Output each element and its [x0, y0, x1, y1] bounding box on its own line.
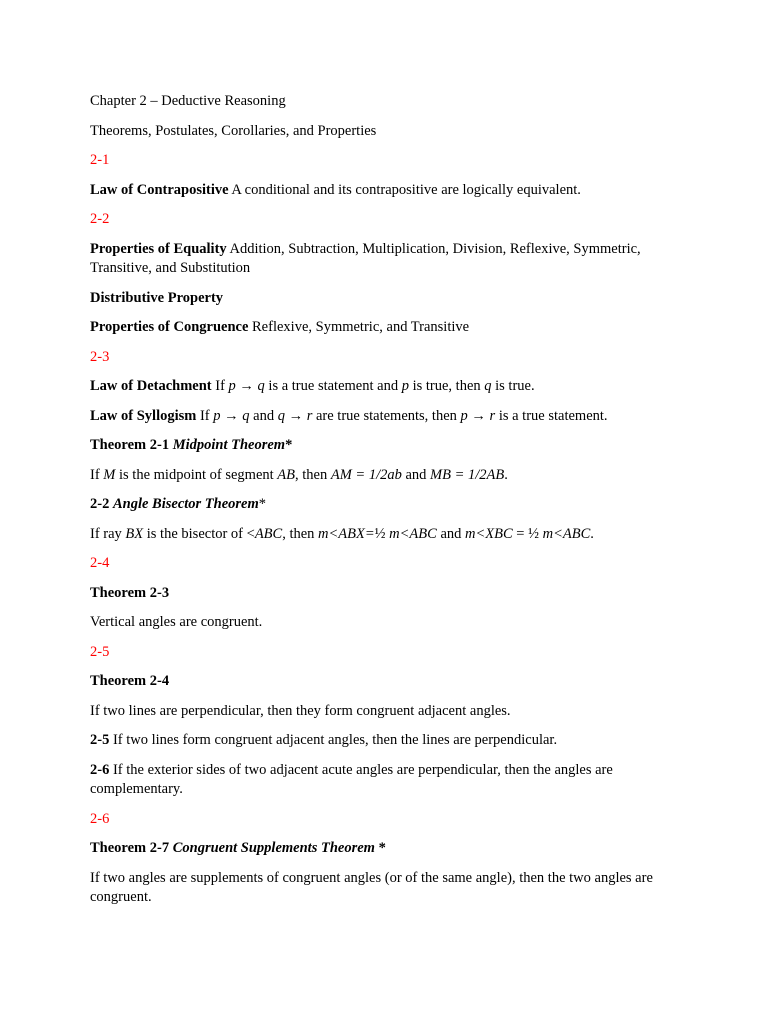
var: AB — [277, 466, 296, 483]
text: → — [235, 378, 258, 394]
fraction: ½ — [374, 525, 386, 542]
text: . — [504, 466, 508, 483]
statement: If the exterior sides of two adjacent acute angles are perpendicular, then the angles are complementary. — [90, 761, 613, 797]
var: q — [277, 407, 285, 424]
term: Law of Syllogism — [90, 407, 197, 424]
text: is the bisector of < — [143, 525, 255, 542]
text: . — [590, 525, 594, 542]
text: → — [467, 407, 490, 424]
expr: m<XBC — [465, 525, 513, 542]
expr: AM = 1/2ab — [330, 466, 402, 483]
var: BX — [125, 525, 144, 542]
law-of-detachment — [90, 377, 690, 397]
text: is the midpoint of segment — [115, 466, 278, 483]
distributive-property: Distributive Property — [90, 289, 224, 306]
theorem-2-4-heading: Theorem 2-4 — [90, 673, 170, 689]
law-of-contrapositive — [90, 181, 690, 201]
var: p — [401, 378, 409, 394]
theorem-2-2-heading — [90, 495, 690, 515]
properties-of-equality — [90, 240, 690, 279]
definition: Addition, Subtraction, Multiplication, Division, Reflexive, Symmetric, Transitive, and Substitution — [90, 240, 641, 276]
theorem-name: Congruent Supplements Theorem — [172, 840, 375, 856]
text: and — [436, 525, 466, 542]
theorem-2-1-heading — [90, 436, 690, 456]
text: If — [90, 466, 104, 483]
theorem-label: 2-6 — [90, 761, 110, 778]
text: , then — [282, 525, 319, 542]
theorem-2-6 — [90, 761, 690, 800]
section-heading-2-3: 2-3 — [90, 348, 110, 365]
theorem-2-2-statement — [90, 525, 690, 545]
theorem-2-4-statement: If two lines are perpendicular, then they form congruent adjacent angles. — [90, 702, 511, 719]
term: Properties of Congruence — [90, 319, 249, 335]
text: is a true statement and — [264, 378, 402, 394]
text: and — [401, 466, 431, 483]
text: and — [249, 407, 278, 424]
text: → — [284, 407, 307, 424]
var: q — [484, 378, 492, 394]
theorem-2-3-heading: Theorem 2-3 — [90, 584, 170, 601]
term: Properties of Equality — [90, 240, 227, 257]
text: , then — [295, 466, 331, 483]
var: r — [489, 407, 496, 424]
term: Law of Detachment — [90, 378, 212, 394]
term: Law of Contrapositive — [90, 181, 229, 198]
theorem-2-7-heading — [90, 839, 690, 859]
var: r — [306, 407, 313, 424]
document-page — [90, 92, 690, 908]
text: If — [211, 378, 229, 394]
star: * — [374, 840, 386, 856]
expr: m<ABX= — [318, 525, 375, 542]
theorem-2-5 — [90, 731, 690, 751]
section-heading-2-6: 2-6 — [90, 810, 110, 827]
law-of-syllogism — [90, 407, 690, 427]
definition: A conditional and its contrapositive are logically equivalent. — [228, 181, 581, 198]
theorem-label: 2-2 — [90, 496, 113, 512]
text: → — [220, 407, 243, 424]
theorem-label: Theorem 2-7 — [90, 840, 173, 856]
text: is true. — [491, 378, 535, 394]
definition: Reflexive, Symmetric, and Transitive — [248, 319, 470, 335]
star: * — [258, 496, 267, 512]
expr: m<ABC — [385, 525, 437, 542]
text: = — [512, 525, 529, 542]
section-heading-2-5: 2-5 — [90, 643, 110, 660]
fraction: ½ — [528, 525, 539, 542]
var: q — [242, 407, 250, 424]
text: If — [196, 407, 214, 424]
statement: If two lines form congruent adjacent angles, then the lines are perpendicular. — [109, 732, 558, 748]
text: is a true statement. — [495, 407, 608, 424]
theorem-label: 2-5 — [90, 732, 110, 748]
chapter-title: Chapter 2 – Deductive Reasoning — [90, 93, 286, 109]
theorem-2-1-statement — [90, 466, 690, 486]
section-heading-2-4: 2-4 — [90, 555, 110, 571]
expr: MB = 1/2AB — [430, 466, 505, 483]
var: ABC — [254, 525, 283, 542]
chapter-subtitle: Theorems, Postulates, Corollaries, and Properties — [90, 122, 377, 139]
text: are true statements, then — [312, 407, 461, 424]
properties-of-congruence — [90, 318, 690, 338]
text: If ray — [90, 525, 126, 542]
section-heading-2-1: 2-1 — [90, 152, 110, 168]
theorem-name: Angle Bisector Theorem — [112, 496, 259, 512]
text: is true, then — [408, 378, 485, 394]
theorem-label: Theorem 2-1 — [90, 437, 173, 453]
var: p — [228, 378, 236, 394]
var: M — [103, 466, 116, 483]
section-heading-2-2: 2-2 — [90, 211, 110, 227]
var: p — [213, 407, 221, 424]
expr: m<ABC — [538, 525, 591, 542]
var: q — [257, 378, 265, 394]
theorem-name: Midpoint Theorem — [172, 437, 286, 453]
star: * — [285, 437, 293, 453]
theorem-2-7-statement: If two angles are supplements of congruent angles (or of the same angle), then the two angles are congruent. — [90, 869, 653, 905]
theorem-2-3-statement: Vertical angles are congruent. — [90, 614, 263, 630]
var: p — [460, 407, 468, 424]
